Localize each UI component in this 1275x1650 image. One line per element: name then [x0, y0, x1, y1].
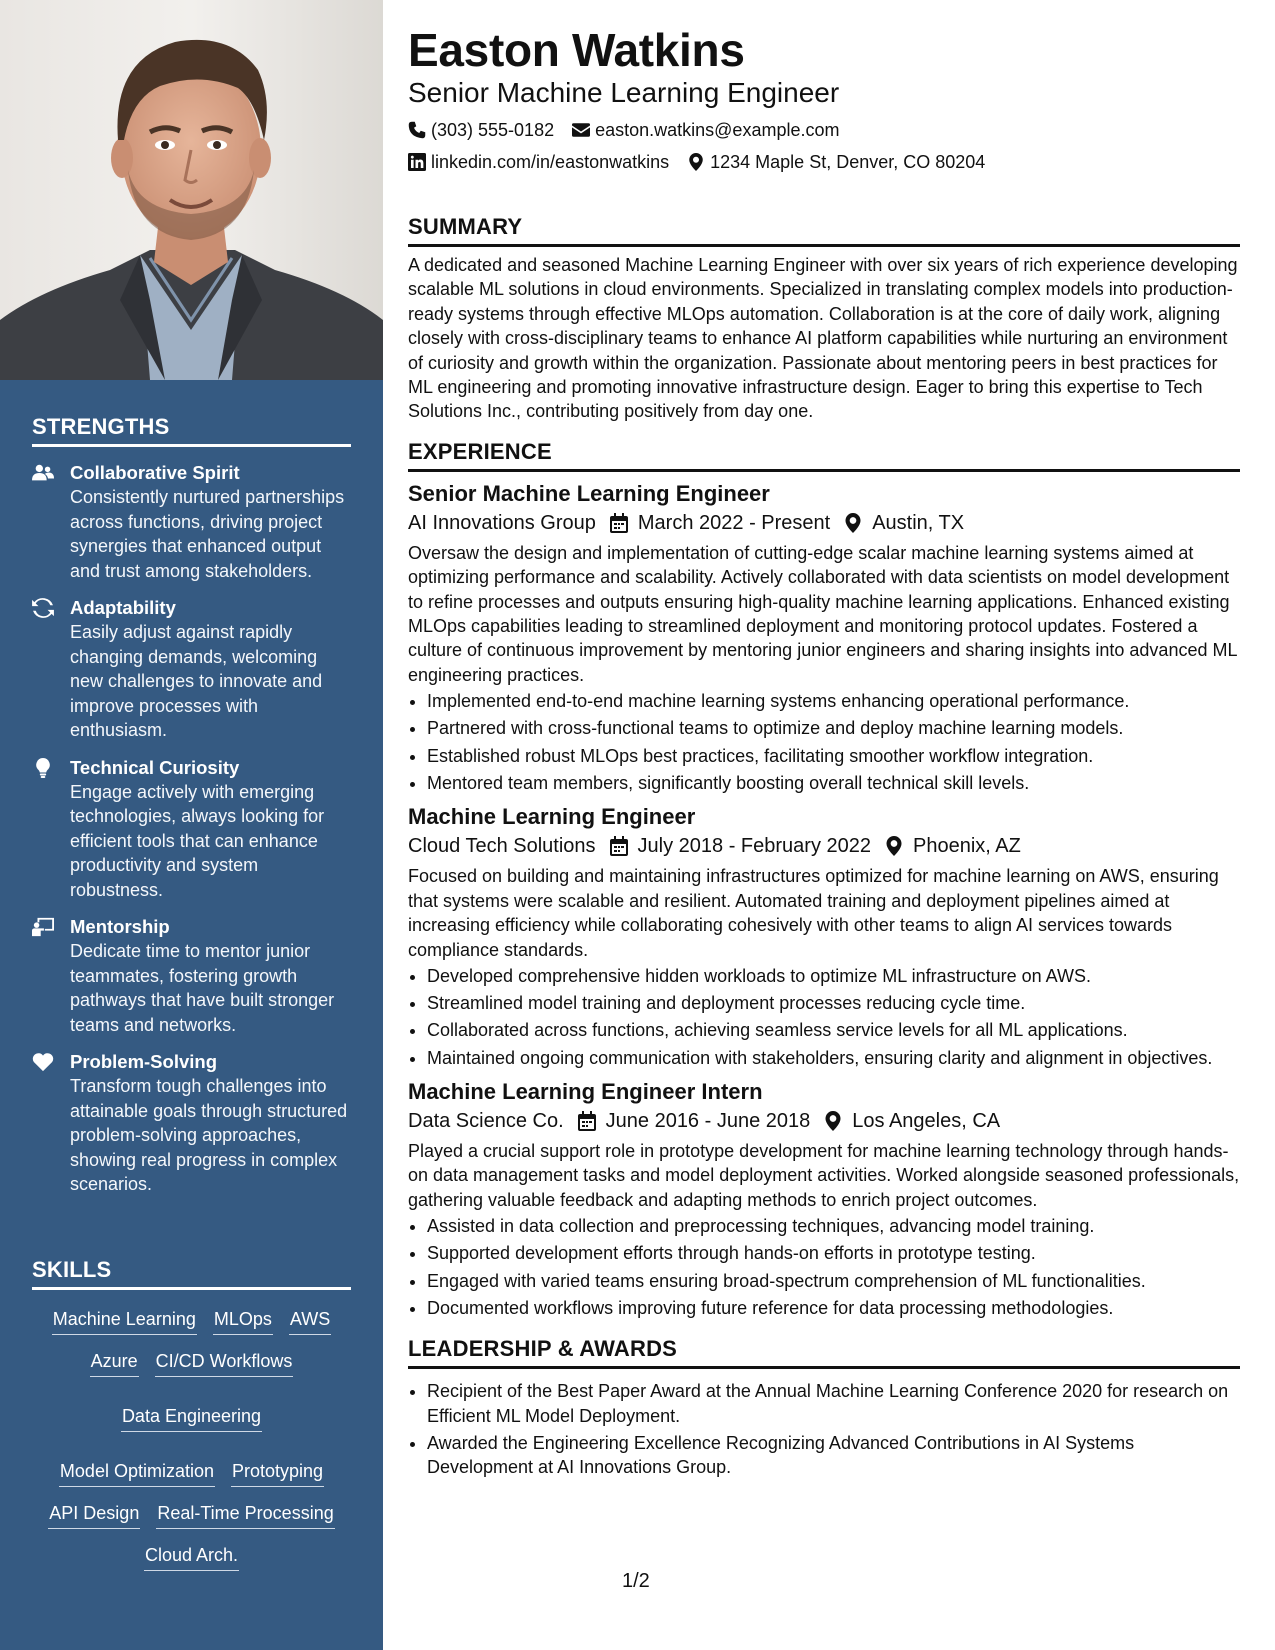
skills-list: [32, 1306, 351, 1571]
job-bullet: • Implemented end-to-end machine learning systems enhancing operational performance.: [427, 689, 1240, 713]
calendar-icon: [610, 513, 628, 533]
job-entry: [408, 1078, 1240, 1320]
job-description: Focused on building and maintaining infrastructures optimized for machine learning on AWS, ensuring that systems were scalable and resilient. Automated training and deployment pipelines aimed at increasing efficiency while collaborating cohesively with other teams to align AI services towards compliance standards.: [408, 866, 1219, 960]
linkedin-text: linkedin.com/in/eastonwatkins: [431, 152, 670, 172]
summary-section: [408, 214, 1240, 424]
page-number: 1/2: [622, 1570, 650, 1592]
contact-row: [408, 114, 1240, 146]
users-icon: [32, 461, 70, 583]
job-entry: [408, 480, 1240, 795]
job-bullet: • Engaged with varied teams ensuring broad-spectrum comprehension of ML functionalities.: [427, 1269, 1240, 1293]
job-bullet: • Established robust MLOps best practices, facilitating smoother workflow integration.: [427, 744, 1240, 768]
email-contact[interactable]: [572, 114, 839, 146]
job-location: Austin, TX: [872, 511, 965, 534]
job-bullet: • Collaborated across functions, achieving seamless service levels for all ML applications.: [427, 1018, 1240, 1042]
skill-tag: MLOps: [213, 1306, 273, 1335]
strength-desc: Transform tough challenges into attainable goals through structured problem-solving approaches, showing real progress in complex scenarios.: [70, 1076, 348, 1194]
calendar-icon: [578, 1111, 596, 1131]
strength-title: Collaborative Spirit: [70, 462, 240, 483]
job-title: Senior Machine Learning Engineer: [408, 480, 770, 506]
strength-desc: Dedicate time to mentor junior teammates, fostering growth pathways that have built stronger teams and networks.: [70, 941, 335, 1035]
strengths-heading: STRENGTHS: [32, 414, 351, 447]
skill-tag: Azure: [90, 1348, 139, 1377]
candidate-title: Senior Machine Learning Engineer: [408, 77, 840, 108]
main-content: [408, 24, 1240, 1482]
job-description: Played a crucial support role in prototype development for machine learning technology through hands-on data management tasks and model deployment activities. Worked alongside seasoned professionals, gathering valuable feedback and adapting methods to enrich project outcomes.: [408, 1140, 1240, 1210]
leadership-heading: LEADERSHIP & AWARDS: [408, 1336, 1240, 1369]
skill-tag: AWS: [289, 1306, 331, 1335]
summary-heading: SUMMARY: [408, 214, 1240, 247]
skills-section: [32, 1257, 351, 1571]
strength-title: Mentorship: [70, 916, 170, 937]
skill-tag: CI/CD Workflows: [155, 1348, 294, 1377]
job-dates: July 2018 - February 2022: [637, 835, 871, 858]
candidate-name: Easton Watkins: [408, 24, 745, 76]
job-entry: [408, 803, 1240, 1070]
job-meta: [408, 508, 1240, 538]
strength-item: [32, 915, 351, 1037]
job-meta: [408, 1106, 1240, 1136]
job-dates: March 2022 - Present: [637, 511, 831, 534]
skill-tag: Model Optimization: [59, 1458, 215, 1487]
contact-row: [408, 146, 1240, 178]
strength-item: [32, 596, 351, 743]
job-location: Los Angeles, CA: [852, 1109, 1001, 1132]
job-description: Oversaw the design and implementation of cutting-edge scalar machine learning systems aimed at optimizing performance and scalability. Actively collaborated with data scientists on model development to refine processes and outputs ensuring high-quality machine learning applications. Enhanced existing MLOps capabilities leading to streamlined deployment and monitoring protocol updates. Fostered a culture of continuous improvement by mentoring junior engineers and sharing insights into advanced ML engineering practices.: [408, 542, 1237, 685]
strength-desc: Consistently nurtured partnerships across functions, driving project synergies that enhanced output and trust among stakeholders.: [70, 487, 345, 581]
experience-section: [408, 439, 1240, 1320]
summary-text: A dedicated and seasoned Machine Learning Engineer with over six years of rich experience developing scalable ML solutions in cloud environments. Specialized in translating complex models into production-ready systems through effective MLOps automation. Collaboration is at the core of daily work, aligning closely with cross-disciplinary teams to enhance AI platform capabilities while nurturing an environment of curiosity and growth within the organization. Passionate about mentoring peers in best practices for ML engineering and promoting innovative infrastructure design. Eager to bring this expertise to Tech Solutions Inc., contributing positively from day one.: [408, 255, 1238, 422]
strength-desc: Engage actively with emerging technologies, always looking for efficient tools that can enhance productivity and system robustness.: [70, 781, 325, 900]
job-bullet: • Developed comprehensive hidden workloads to optimize ML infrastructure on AWS.: [427, 964, 1240, 988]
strength-desc: Easily adjust against rapidly changing demands, welcoming new challenges to innovate and improve processes with enthusiasm.: [70, 622, 323, 740]
heart-icon: [32, 1050, 70, 1197]
map-marker-icon: [844, 513, 862, 533]
map-marker-icon: [824, 1111, 842, 1131]
lightbulb-icon: [32, 756, 70, 903]
skill-tag: Real-Time Processing: [156, 1500, 334, 1529]
job-dates: June 2016 - June 2018: [605, 1109, 811, 1132]
award-item: • Recipient of the Best Paper Award at the Annual Machine Learning Conference 2020 for research on Efficient ML Model Deployment.: [427, 1379, 1240, 1428]
job-bullets: [408, 1214, 1240, 1320]
award-list: [408, 1379, 1240, 1479]
skill-tag: Data Engineering: [121, 1403, 262, 1432]
job-title: Machine Learning Engineer Intern: [408, 1078, 763, 1104]
skill-tag: Prototyping: [231, 1458, 324, 1487]
job-company: Data Science Co.: [408, 1109, 564, 1132]
address-contact: [687, 146, 985, 178]
chalkboard-teacher-icon: [32, 915, 70, 1037]
strength-item: [32, 1050, 351, 1197]
address-text: 1234 Maple St, Denver, CO 80204: [710, 152, 986, 172]
linkedin-icon: [408, 153, 426, 171]
skills-heading: SKILLS: [32, 1257, 351, 1290]
strength-item: [32, 756, 351, 903]
job-bullet: • Assisted in data collection and preprocessing techniques, advancing model training.: [427, 1214, 1240, 1238]
phone-icon: [408, 121, 426, 139]
skill-tag: Cloud Arch.: [144, 1542, 239, 1571]
strength-title: Adaptability: [70, 597, 176, 618]
map-marker-icon: [885, 836, 903, 856]
envelope-icon: [572, 121, 590, 139]
leadership-section: [408, 1336, 1240, 1479]
job-company: Cloud Tech Solutions: [408, 835, 596, 858]
phone-text: (303) 555-0182: [431, 120, 555, 140]
job-bullet: • Streamlined model training and deployment processes reducing cycle time.: [427, 991, 1240, 1015]
strength-item: [32, 461, 351, 583]
job-bullet: • Documented workflows improving future reference for data processing methodologies.: [427, 1296, 1240, 1320]
job-bullet: • Supported development efforts through hands-on efforts in prototype testing.: [427, 1241, 1240, 1265]
job-bullet: • Mentored team members, significantly boosting overall technical skill levels.: [427, 771, 1240, 795]
experience-heading: EXPERIENCE: [408, 439, 1240, 472]
linkedin-contact[interactable]: [408, 146, 669, 178]
email-text: easton.watkins@example.com: [595, 120, 840, 140]
job-title: Machine Learning Engineer: [408, 804, 696, 830]
sync-icon: [32, 596, 70, 743]
strengths-section: [32, 414, 351, 1197]
job-company: AI Innovations Group: [408, 511, 596, 534]
phone-contact[interactable]: [408, 114, 554, 146]
award-item: • Awarded the Engineering Excellence Recognizing Advanced Contributions in AI Systems Development at AI Innovations Group.: [427, 1431, 1240, 1480]
strength-title: Technical Curiosity: [70, 756, 240, 778]
job-bullet: • Maintained ongoing communication with stakeholders, ensuring clarity and alignment in objectives.: [427, 1046, 1240, 1070]
strength-title: Problem-Solving: [70, 1051, 217, 1072]
sidebar: [0, 0, 383, 1650]
job-bullets: [408, 964, 1240, 1070]
calendar-icon: [610, 836, 628, 856]
job-location: Phoenix, AZ: [913, 835, 1021, 858]
skill-tag: Machine Learning: [52, 1306, 197, 1335]
skill-tag: API Design: [48, 1500, 140, 1529]
map-marker-icon: [687, 153, 705, 171]
job-bullet: • Partnered with cross-functional teams to optimize and deploy machine learning models.: [427, 716, 1240, 740]
job-bullets: [408, 689, 1240, 795]
job-meta: [408, 831, 1240, 861]
profile-photo: [0, 0, 383, 380]
